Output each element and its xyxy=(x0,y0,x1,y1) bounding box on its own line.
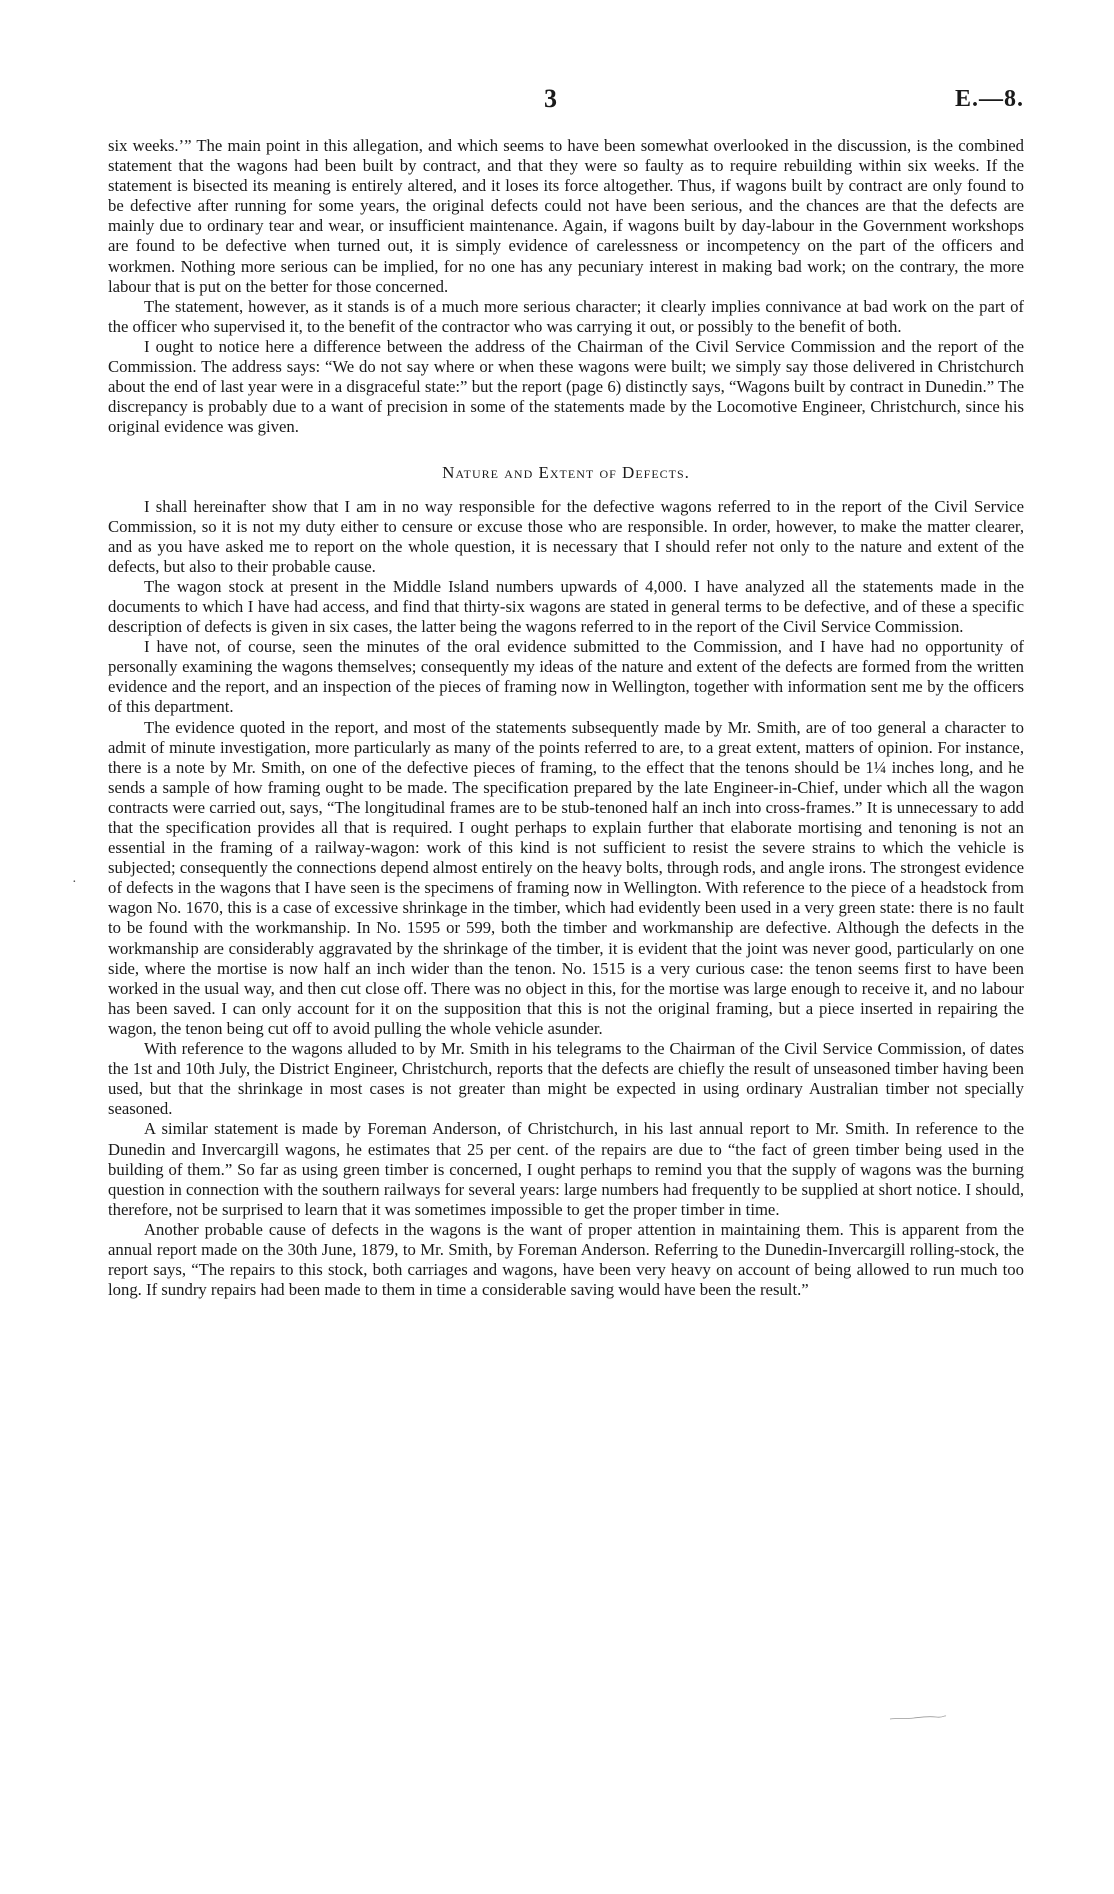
paragraph: I have not, of course, seen the minutes of the oral evidence submitted to the Commission, and I have had no opportunity of personally examining the wagons themselves; consequently my ideas of the nature and extent of the defects are formed from the written evidence and the report, and an inspection of the pieces of framing now in Wellington, together with information sent me by the officers of this department. xyxy=(108,637,1024,717)
paragraph: I shall hereinafter show that I am in no way responsible for the defective wagons referred to in the report of the Civil Service Commission, so it is not my duty either to censure or excuse those who are responsible. In order, however, to make the matter clearer, and as you have asked me to report on the whole question, it is necessary that I should refer not only to the nature and extent of the defects, but also to their probable cause. xyxy=(108,496,1024,576)
paragraph: The evidence quoted in the report, and most of the statements subsequently made by Mr. Smith, are of too general a character to admit of minute investigation, more particularly as many of the points referred to are, to a great extent, matters of opinion. For instance, there is a note by Mr. Smith, on one of the defective pieces of framing, to the effect that the tenons should be 1¼ inches long, and he sends a sample of how framing ought to be made. The specification prepared by the late Engineer-in-Chief, under which all the wagon contracts were carried out, says, “The longitudinal frames are to be stub-tenoned half an inch into cross-frames.” It is unnecessary to add that the specification provides all that is required. I ought perhaps to explain further that elaborate mortising and tenoning is not an essential in the framing of a railway-wagon: work of this kind is not sufficient to resist the severe strains to which the vehicle is subjected; consequently the connections depend almost entirely on the heavy bolts, through rods, and angle irons. The strongest evidence of defects in the wagons that I have seen is the specimens of framing now in Wellington. With reference to the piece of a headstock from wagon No. 1670, this is a case of excessive shrinkage in the timber, which had evidently been used in a very green state: there is no fault to be found with the workmanship. In No. 1595 or 599, both the timber and workmanship are defective. Although the defects in the workmanship are considerably aggravated by the shrinkage of the timber, it is evident that the joint was never good, particularly on one side, where the mortise is now half an inch wider than the tenon. No. 1515 is a very curious case: the tenon seems first to have been worked in the usual way, and then cut close off. There was no object in this, for the mortise was large enough to receive it, and no labour has been saved. I can only account for it on the supposition that this is not the original framing, but a piece inserted in repairing the wagon, the tenon being cut off to avoid pulling the whole vehicle asunder. xyxy=(108,717,1024,1038)
paragraph-continuation: six weeks.’” The main point in this allegation, and which seems to have been somewhat overlooked in the discussion, is the combined statement that the wagons had been built by contract, and that they were so faulty as to require rebuilding within six weeks. If the statement is bisected its meaning is entirely altered, and it loses its force altogether. Thus, if wagons built by contract are only found to be defective after running for some years, the original defects could not have been serious, and the chances are that the defects are mainly due to ordinary tear and wear, or insufficient maintenance. Again, if wagons built by day-labour in the Government workshops are found to be defective when turned out, it is simply evidence of carelessness or incompetency on the part of the officers and workmen. Nothing more serious can be implied, for no one has any pecuniary interest in making bad work; on the contrary, the more labour that is put on the better for those concerned. xyxy=(108,136,1024,296)
paper-code: E.—8. xyxy=(954,86,1024,112)
paragraph: With reference to the wagons alluded to by Mr. Smith in his telegrams to the Chairman of the Civil Service Commission, of dates the 1st and 10th July, the District Engineer, Christchurch, reports that the defects are chiefly the result of unseasoned timber having been used, but that the shrinkage in most cases is not greater than might be expected in using ordinary Australian timber not specially seasoned. xyxy=(108,1039,1024,1119)
page-number: 3 xyxy=(544,84,557,113)
paragraph: Another probable cause of defects in the wagons is the want of proper attention in maintaining them. This is apparent from the annual report made on the 30th June, 1879, to Mr. Smith, by Foreman Anderson. Referring to the Dunedin-Invercargill rolling-stock, the report says, “The repairs to this stock, both carriages and wagons, have been very heavy on account of being allowed to run much too long. If sundry repairs had been made to them in time a considerable saving would have been the result.” xyxy=(108,1219,1024,1300)
paragraph: I ought to notice here a difference between the address of the Chairman of the Civil Service Commission and the report of the Commission. The address says: “We do not say where or when these wagons were built; we simply say those delivered in Christchurch about the end of last year were in a disgraceful state:” but the report (page 6) distinctly says, “Wagons built by contract in Dunedin.” The discrepancy is probably due to a want of precision in some of the statements made by the Locomotive Engineer, Christchurch, since his original evidence was given. xyxy=(108,336,1024,437)
section-heading: Nature and Extent of Defects. xyxy=(442,463,690,483)
paragraph: The statement, however, as it stands is of a much more serious character; it clearly implies connivance at bad work on the part of the officer who supervised it, to the benefit of the contractor who was carrying it out, or possibly to the benefit of both. xyxy=(108,296,1024,336)
paragraph: The wagon stock at present in the Middle Island numbers upwards of 4,000. I have analyzed all the statements made in the documents to which I have had access, and find that thirty-six wagons are stated in general terms to be defective, and of these a specific description of defects is given in six cases, the latter being the wagons referred to in the report of the Civil Service Commission. xyxy=(108,576,1024,637)
paragraph: A similar statement is made by Foreman Anderson, of Christchurch, in his last annual report to Mr. Smith. In reference to the Dunedin and Invercargill wagons, he estimates that 25 per cent. of the repairs are due to “the fact of green timber being used in the building of them.” So far as using green timber is concerned, I ought perhaps to remind you that the supply of wagons was the burning question in connection with the southern railways for several years: large numbers had frequently to be supplied at short notice. I should, therefore, not be surprised to learn that it was sometimes impossible to get the proper timber in time. xyxy=(108,1119,1024,1219)
body-text xyxy=(108,136,1024,1300)
page-header xyxy=(108,82,1024,116)
ink-scribble xyxy=(888,1713,948,1721)
margin-dot: · xyxy=(72,875,77,890)
